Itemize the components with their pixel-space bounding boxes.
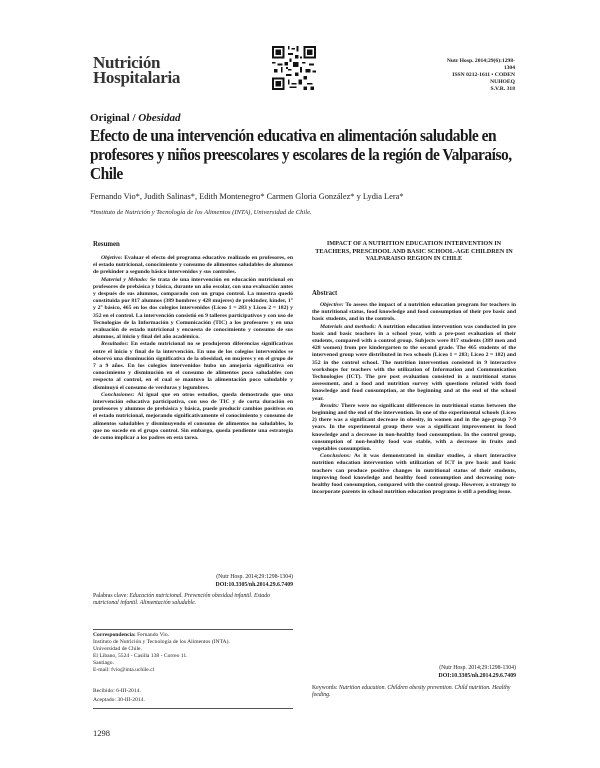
paragraph-text: Al igual que en otros estudios, queda demostrado que una intervención educativa participativa, con uso de TIC y de corta duración en profesores y alumnos de prebásica y básica, puede producir cambios positivos en el estado nutricional, mejorando significativamente el conocimiento y consumo de alimentos saludables y disminuyendo el consumo de alimentos no saludables, lo que no sucede en el grupo control. Sin embargo, queda pendiente una estrategia de como implicar a los padres en esta tarea. bbox=[93, 391, 293, 442]
paragraph-text: To assess the impact of a nutrition education program for teachers in the nutritional status, food knowledge and food consumption of their pre basic and basic students, and in the controls. bbox=[312, 302, 516, 323]
english-title: IMPACT OF A NUTRITION EDUCATION INTERVENTION IN TEACHERS, PRESCHOOL AND BASIC SCHOOL-AGE CHILDREN IN VALPARAISO REGION IN CHILE bbox=[315, 240, 513, 263]
correspondence-label: Correspondencia: bbox=[93, 632, 136, 638]
correspondence-name: Fernando Vio. bbox=[135, 632, 170, 638]
keywords-text: Nutrition education. Children obesity prevention. Child nutrition. Healthy feeding. bbox=[312, 685, 511, 699]
svr-line: S.V.R. 318 bbox=[490, 86, 515, 92]
resumen-body bbox=[93, 255, 293, 442]
correspondence-line: Universidad de Chile. bbox=[93, 646, 142, 653]
abstract-paragraph bbox=[312, 403, 516, 453]
doi-link[interactable]: DOI:10.3305/nh.2014.29.6.7409 bbox=[438, 673, 516, 680]
paragraph-text: There were no significant differences in nutritional status between the beginning and the end of the intervention. In one of the experimental schools (Liceo 2) there was a significant decrease in obesity, in women and in the age-group 7-9 years. In the experimental group there was a significant improvement in food knowledge and a decrease in non-healthy food consumption. In the control group, consumption of non-healthy food was stable, with a decrease in fruits and vegetables consumption. bbox=[312, 402, 516, 453]
resumen-paragraph bbox=[93, 341, 293, 391]
journal-citation bbox=[440, 58, 515, 93]
paragraph-label: Conclusions: bbox=[320, 453, 351, 460]
section-main: Original / bbox=[90, 112, 136, 124]
paragraph-text: As it was demonstrated in similar studies, a short interactive nutrition education intervention with utilization of ICT in pre basic and basic teachers can produce positive changes in nutritional status of their students, improving food knowledge and healthy food consumption and decreasing non-healthy food consumption, compared with the control group. However, a strategy to incorporate parents in school nutrition education programs is still a pending issue. bbox=[312, 453, 516, 496]
reference-citation: (Nutr Hosp. 2014;29:1298-1304) bbox=[439, 665, 516, 671]
section-label bbox=[90, 112, 180, 124]
abstract-paragraph bbox=[312, 324, 516, 403]
paragraph-text: En estado nutricional no se produjeron diferencias significativas entre el inicio y final de la intervención. En uno de los colegios intervenidos se observó una disminución significativa de la obesidad, en mujeres y en el grupo de 7 a 9 años. En los colegios intervenidos hubo un amejoría significativa en conocimiento y disminución en el consumo de alimentos poco saludables con respecto al control, en el cual se mantuvo la alimentación poco saludable y disminuyó el consumo de verduras y legumbres. bbox=[93, 341, 293, 391]
correspondence-line: Instituto de Nutrición y Tecnología de los Alimentos (INTA). bbox=[93, 639, 230, 646]
reference-citation: (Nutr Hosp. 2014;29:1298-1304) bbox=[216, 574, 293, 580]
correspondence-line: El Líbano, 5524 - Casilla 138 - Correo 11. bbox=[93, 653, 188, 660]
email-link[interactable]: E-mail: fvio@inta.uchile.cl bbox=[93, 667, 155, 674]
journal-logo-line1: Nutrición bbox=[93, 53, 161, 72]
page-number: 1298 bbox=[93, 728, 110, 738]
received-date: Recibido: 6-III-2014. bbox=[93, 688, 141, 694]
qr-code-icon bbox=[272, 46, 316, 90]
resumen-reference bbox=[93, 573, 293, 589]
paragraph-text: Evaluar el efecto del programa educativo realizado en profesores, en el estado nutricional, conocimiento y consumo de alimentos saludables de alumnos de prekinder a segundo básico intervenidos y sus controles. bbox=[93, 255, 293, 276]
paragraph-label: Objective: bbox=[320, 302, 344, 308]
journal-logo-line2: Hospitalaria bbox=[93, 68, 181, 87]
correspondence-line: Santiago. bbox=[93, 660, 114, 667]
accepted-date: Aceptado: 30-III-2014. bbox=[93, 696, 145, 703]
resumen-paragraph bbox=[93, 392, 293, 442]
palabras-clave bbox=[93, 593, 293, 607]
dates-block bbox=[93, 687, 293, 704]
resumen-paragraph bbox=[93, 255, 293, 277]
abstract-reference bbox=[312, 664, 516, 681]
paragraph-label: Conclusiones: bbox=[101, 391, 135, 398]
abstract-heading: Abstract bbox=[312, 290, 338, 297]
keywords-text: Educación nutricional. Prevención obesidad infantil. Estado nutricional infantil. Alimentación saludable. bbox=[93, 593, 271, 607]
keywords-label: Keywords: bbox=[312, 685, 338, 691]
author-list: Fernando Vio*, Judith Salinas*, Edith Montenegro* Carmen Gloria González* y Lydia Lera* bbox=[90, 192, 404, 201]
correspondence-block bbox=[93, 632, 293, 675]
issn-line: ISSN 0212-1611 • CODEN NUHOEQ bbox=[452, 72, 515, 85]
abstract-paragraph bbox=[312, 453, 516, 496]
divider bbox=[93, 629, 293, 630]
keywords-label: Palabras clave: bbox=[93, 593, 128, 599]
paragraph-label: Resultados: bbox=[101, 341, 129, 348]
abstract-paragraph bbox=[312, 302, 516, 324]
section-sub: Obesidad bbox=[138, 112, 181, 124]
citation-line: Nutr Hosp. 2014;29(6):1298-1304 bbox=[446, 58, 515, 71]
paragraph-label: Objetivo: bbox=[101, 255, 123, 261]
journal-logo bbox=[93, 55, 181, 85]
paragraph-label: Results: bbox=[320, 402, 339, 409]
paragraph-text: A nutrition education intervention was conducted in pre basic and basic teachers in a school year, with a pre-post evaluation of their students, compared with a control group. Subjects were 817 students (389 men and 428 women) from pre kindergarten to the second grade. The 465 students of the intervened group were distributed in two schools (Liceo 1 = 283; Liceo 2 = 182) and 352 in the control school. The nutrition intervention consisted in 9 interactive workshops for teachers with the utilization of Information and Communication Technologies (ICT). The pre post evaluation consisted in a nutritional status assessment, and a food and nutrition survey with questions related with food knowledge and food consumption, at the beginning and at the end of the school year. bbox=[312, 323, 516, 402]
paragraph-text: Se trata de una intervención en educación nutricional en profesores de prebásica y básica, durante un año escolar, con una evaluación antes y después de sus alumnos, comparado con un grupo control. La muestra quedó constituida por 817 alumnos (389 hombres y 428 mujeres) de prekinder, kínder, 1° y 2° básico, 465 en los dos colegios intervenidos (Liceo 1 = 283 y Liceo 2 = 182) y 352 en el control. La intervención consistió en 9 talleres participativos y con uso de Tecnologías de la Información y Comunicación (TIC) a los profesores y en una evaluación de estado nutricional y encuesta de conocimiento y consumo de sus alumnos, al inicio y final del año académico. bbox=[93, 276, 293, 341]
doi-link[interactable]: DOI:10.3305/nh.2014.29.6.7409 bbox=[215, 582, 293, 588]
divider bbox=[93, 708, 293, 709]
keywords bbox=[312, 685, 516, 699]
paragraph-label: Materials and methods: bbox=[320, 323, 377, 330]
affiliation: *Instituto de Nutrición y Tecnología de los Alimentos (INTA), Universidad de Chile. bbox=[90, 209, 312, 216]
abstract-body bbox=[312, 302, 516, 496]
paragraph-label: Material y Método: bbox=[101, 276, 148, 283]
resumen-heading: Resumen bbox=[93, 241, 120, 248]
resumen-paragraph bbox=[93, 277, 293, 342]
article-title: Efecto de una intervención educativa en alimentación saludable en profesores y niños preescolares y escolares de la región de Valparaíso, Chile bbox=[90, 126, 512, 183]
